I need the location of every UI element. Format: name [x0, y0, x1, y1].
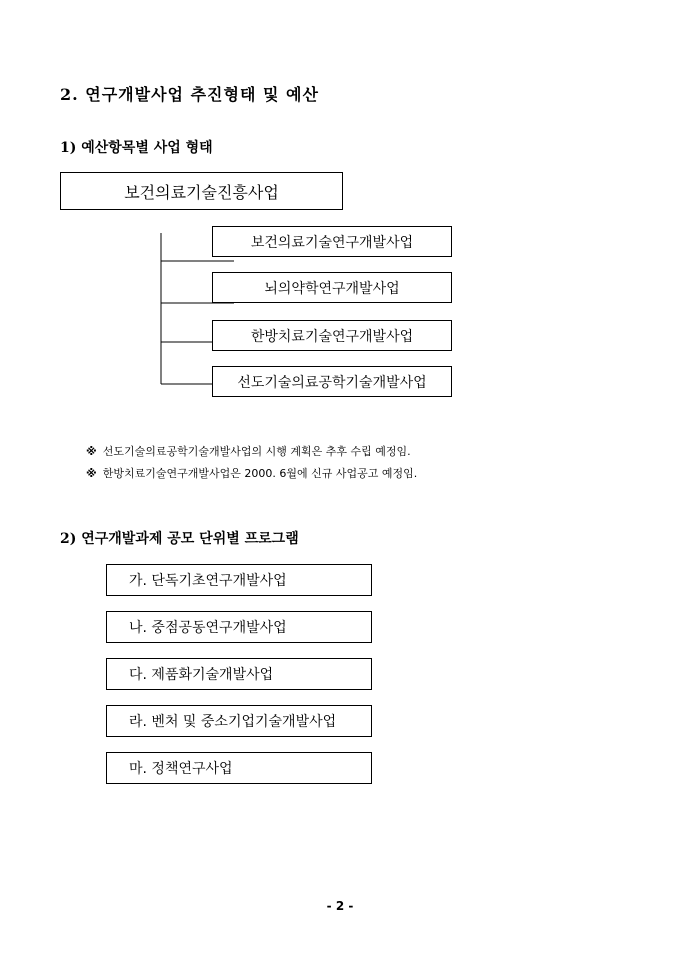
- sub-program-box-1: 보건의료기술연구개발사업: [212, 226, 452, 257]
- subsection-title-budget-types: 1) 예산항목별 사업 형태: [60, 140, 213, 156]
- program-box-5: 마. 정책연구사업: [106, 752, 372, 784]
- sub-program-box-4: 선도기술의료공학기술개발사업: [212, 366, 452, 397]
- main-program-box: 보건의료기술진흥사업: [60, 172, 343, 210]
- sub-program-box-3: 한방치료기술연구개발사업: [212, 320, 452, 351]
- program-box-1: 가. 단독기초연구개발사업: [106, 564, 372, 596]
- program-box-4: 라. 벤처 및 중소기업기술개발사업: [106, 705, 372, 737]
- program-box-3: 다. 제품화기술개발사업: [106, 658, 372, 690]
- note-1-mark: ※: [86, 445, 97, 458]
- sub-program-box-2: 뇌의약학연구개발사업: [212, 272, 452, 303]
- program-box-2: 나. 중점공동연구개발사업: [106, 611, 372, 643]
- section-title: 2. 연구개발사업 추진형태 및 예산: [60, 85, 319, 104]
- note-2: [86, 465, 417, 481]
- note-1-text: 선도기술의료공학기술개발사업의 시행 계획은 추후 수립 예정임.: [102, 445, 411, 458]
- note-2-text: 한방치료기술연구개발사업은 2000. 6월에 신규 사업공고 예정임.: [102, 467, 418, 480]
- note-2-mark: ※: [86, 467, 97, 480]
- note-1: [86, 443, 411, 459]
- subsection-title-programs: 2) 연구개발과제 공모 단위별 프로그램: [60, 531, 299, 547]
- page-number: - 2 -: [326, 899, 354, 913]
